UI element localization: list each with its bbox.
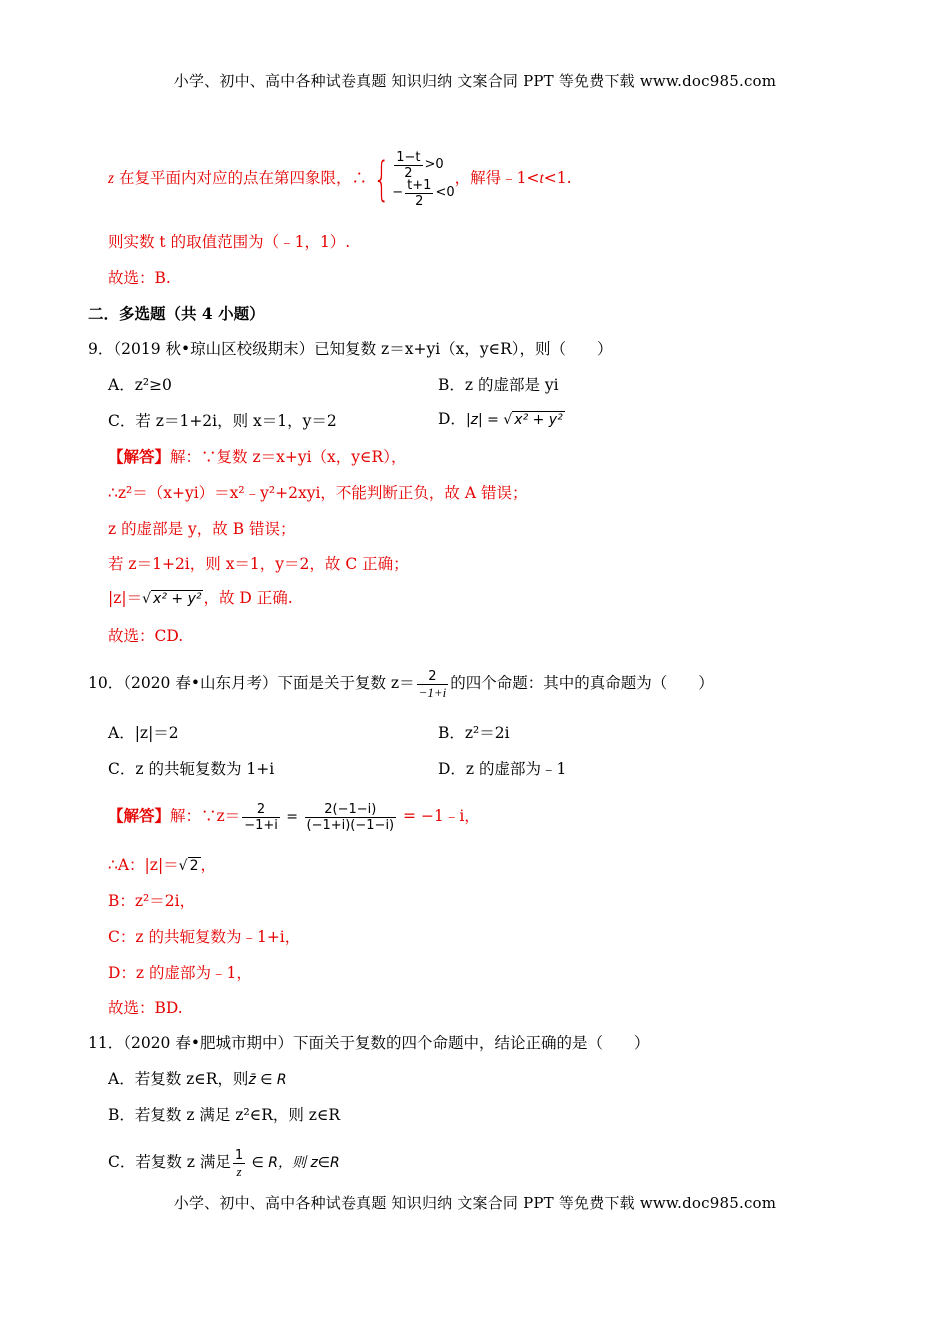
q8-choice-line: 故选：B. <box>108 269 171 287</box>
q11-stem: 11．（2020 春•肥城市期中）下面关于复数的四个命题中，结论正确的是（ ） <box>88 1034 650 1052</box>
q10-option-d: D．z 的虚部为﹣1 <box>438 760 567 778</box>
page-footer: 小学、初中、高中各种试卷真题 知识归纳 文案合同 PPT 等免费下载 www.doc985.com <box>173 1194 777 1212</box>
q11-option-b: B．若复数 z 满足 z²∈R，则 z∈R <box>108 1106 341 1124</box>
q9-answer-2: ∴z²＝（x+yi）＝x²﹣y²+2xyi，不能判断正负，故 A 错误； <box>108 484 528 502</box>
section-title: 二．多选题（共 4 小题） <box>88 304 265 323</box>
q9-option-b: B．z 的虚部是 yi <box>438 376 559 394</box>
sqrt-icon: √ x² + y² <box>503 412 563 428</box>
page-header: 小学、初中、高中各种试卷真题 知识归纳 文案合同 PPT 等免费下载 www.doc985.com <box>173 72 777 90</box>
q10-stem: 10．（2020 春•山东月考）下面是关于复数 z＝ $\frac{2}{-1+i}$ 的四个命题：其中的真命题为（ ） <box>88 668 714 700</box>
q9-answer-4: 若 z＝1+2i，则 x＝1，y＝2，故 C 正确； <box>108 555 409 573</box>
sqrt-icon: √ x² + y² <box>142 591 202 607</box>
q11-option-a: A．若复数 z∈R，则z̄ ∈ R <box>108 1070 287 1088</box>
sqrt-icon: √ 2 <box>178 858 199 874</box>
q10-option-c: C．z 的共轭复数为 1+i <box>108 760 275 778</box>
q9-answer-6: 故选：CD. <box>108 627 184 645</box>
q10-answer-1: 【解答】解：∵z＝ $\frac{2}{-1+i}$ = $\frac{2(-1-i)}{(-1+i)(-1-i)}$ = −1﹣i， <box>108 801 480 833</box>
q8-range-line: 则实数 t 的取值范围为（﹣1，1）. <box>108 233 351 251</box>
left-brace-icon: { <box>373 152 390 206</box>
q10-answer-2: ∴A：|z|＝√ 2 ， <box>108 856 217 874</box>
q8-quadrant-line: z 在复平面内对应的点在第四象限，∴ { $\frac{1-t}{2}$ >0 − $\frac{t+1}{2}$ <0 ，解得﹣1<t<1. <box>108 149 572 209</box>
q10-option-a: A．|z|＝2 <box>108 724 179 742</box>
q10-answer-6: 故选：BD. <box>108 999 183 1017</box>
q9-option-a: A．z²≥0 <box>108 376 172 394</box>
q10-answer-3: B：z²＝2i， <box>108 892 196 910</box>
q11-option-c: C．若复数 z 满足 $\frac{1}{z}$ ∈ R，则 z∈R <box>108 1147 340 1179</box>
q9-option-c: C．若 z＝1+2i，则 x＝1，y＝2 <box>108 412 337 430</box>
q10-answer-5: D：z 的虚部为﹣1， <box>108 964 252 982</box>
q9-stem: 9．（2019 秋•琼山区校级期末）已知复数 z＝x+yi（x，y∈R），则（ ） <box>88 340 613 358</box>
q9-answer-5: |z|＝√ x² + y² ，故 D 正确. <box>108 589 293 607</box>
q9-option-d: D．|z| = √ x² + y² <box>438 410 563 428</box>
q10-answer-4: C：z 的共轭复数为﹣1+i， <box>108 928 301 946</box>
inequality-system: $\frac{1-t}{2}$ >0 − $\frac{t+1}{2}$ <0 <box>392 149 455 209</box>
q9-answer-1: 【解答】解：∵复数 z＝x+yi（x，y∈R）， <box>108 447 407 466</box>
q10-option-b: B．z²＝2i <box>438 724 510 742</box>
q9-answer-3: z 的虚部是 y，故 B 错误； <box>108 520 296 538</box>
